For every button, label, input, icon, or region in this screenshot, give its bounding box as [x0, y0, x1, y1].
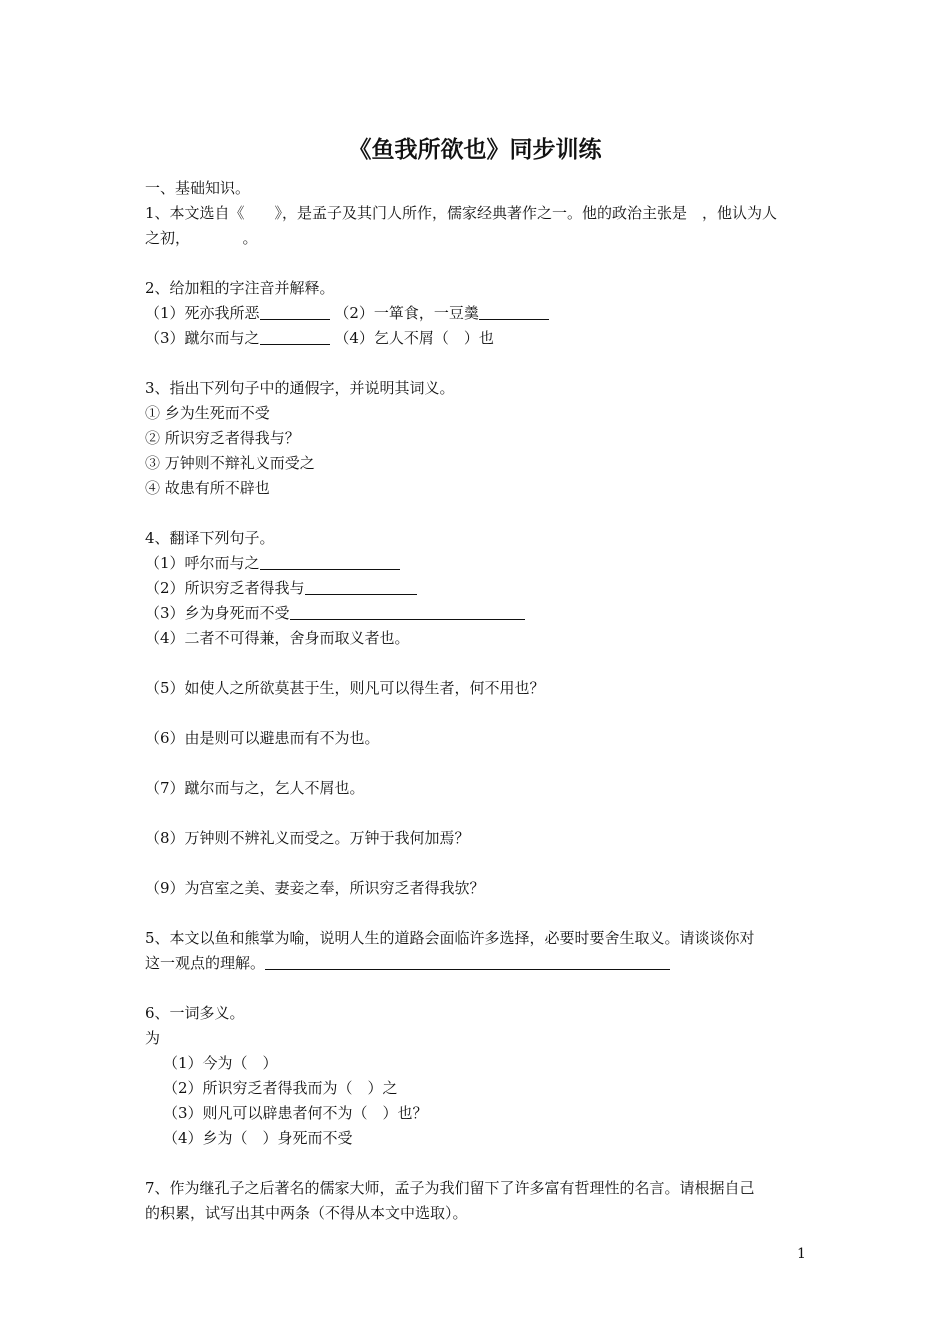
- q4-item-text: （1）呼尔而与之: [145, 554, 260, 572]
- q2-item3: （3）蹴尔而与之: [145, 329, 260, 347]
- q6-item: （1）今为（ ）: [163, 1054, 278, 1072]
- q4-item9: （9）为宫室之美、妻妾之奉，所识穷乏者得我欤？: [145, 879, 485, 897]
- q7-line2: 的积累，试写出其中两条（不得从本文中选取）。: [145, 1204, 468, 1222]
- q4-stem: 4、翻译下列句子。: [145, 529, 275, 547]
- worksheet-body: [145, 176, 810, 1226]
- answer-blank[interactable]: [305, 579, 417, 595]
- q3-item: ④ 故患有所不辟也: [145, 479, 270, 497]
- answer-blank[interactable]: [290, 604, 525, 620]
- q2-row2: [145, 326, 810, 351]
- q6-word: 为: [145, 1029, 161, 1047]
- q4-item5: （5）如使人之所欲莫甚于生，则凡可以得生者，何不用也？: [145, 679, 545, 697]
- q2-item1: （1）死亦我所恶: [145, 304, 260, 322]
- answer-blank[interactable]: [479, 304, 549, 320]
- q5-line1: 5、本文以鱼和熊掌为喻，说明人生的道路会面临许多选择，必要时要舍生取义。请谈谈你对: [145, 929, 755, 947]
- q3-item: ① 乡为生死而不受: [145, 404, 270, 422]
- answer-blank[interactable]: [260, 554, 400, 570]
- q4-item-text: （2）所识穷乏者得我与: [145, 579, 305, 597]
- q3-stem: 3、指出下列句子中的通假字，并说明其词义。: [145, 379, 455, 397]
- q4-item3: [145, 601, 810, 626]
- q1-line2: 之初， 。: [145, 229, 258, 247]
- q4-item1: [145, 551, 810, 576]
- q5-line2: [145, 951, 810, 976]
- page-title: 《鱼我所欲也》同步训练: [348, 137, 602, 163]
- q4-item8: （8）万钟则不辨礼义而受之。万钟于我何加焉？: [145, 829, 470, 847]
- q6-stem: 6、一词多义。: [145, 1004, 245, 1022]
- q2-row1: [145, 301, 810, 326]
- q3-item: ② 所识穷乏者得我与？: [145, 429, 300, 447]
- q3-item: ③ 万钟则不辩礼义而受之: [145, 454, 315, 472]
- q6-item: （2）所识穷乏者得我而为（ ）之: [163, 1079, 398, 1097]
- q4-item7: （7）蹴尔而与之，乞人不屑也。: [145, 779, 365, 797]
- answer-blank[interactable]: [265, 954, 670, 970]
- q4-item2: [145, 576, 810, 601]
- q7-line1: 7、作为继孔子之后著名的儒家大师，孟子为我们留下了许多富有哲理性的名言。请根据自己: [145, 1179, 755, 1197]
- page-number: 1: [797, 1246, 806, 1262]
- q6-item: （4）乡为（ ）身死而不受: [163, 1129, 353, 1147]
- answer-blank[interactable]: [260, 329, 330, 345]
- q2-stem: 2、给加粗的字注音并解释。: [145, 279, 335, 297]
- q4-item4: （4）二者不可得兼，舍身而取义者也。: [145, 629, 410, 647]
- q1-line1: 1、本文选自《 》，是孟子及其门人所作，儒家经典著作之一。他的政治主张是 ，他认为人: [145, 204, 778, 222]
- q6-item: （3）则凡可以辟患者何不为（ ）也？: [163, 1104, 428, 1122]
- q2-item2: （2）一箪食，一豆羹: [334, 304, 479, 322]
- q4-item6: （6）由是则可以避患而有不为也。: [145, 729, 380, 747]
- q4-item-text: （3）乡为身死而不受: [145, 604, 290, 622]
- answer-blank[interactable]: [260, 304, 330, 320]
- q5-text: 这一观点的理解。: [145, 954, 266, 972]
- q2-item4: （4）乞人不屑（ ）也: [334, 329, 494, 347]
- section-heading: 一、基础知识。: [145, 179, 251, 197]
